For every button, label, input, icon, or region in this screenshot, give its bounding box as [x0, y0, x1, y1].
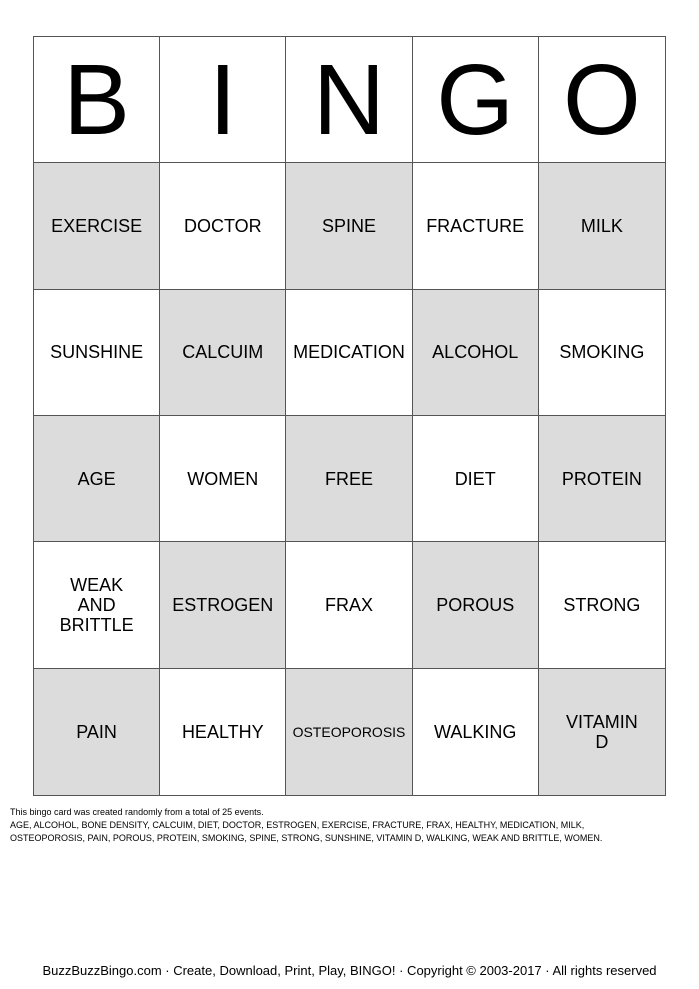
bingo-cell: FRACTURE — [413, 163, 539, 289]
bingo-cell: STRONG — [539, 542, 665, 668]
header-letter-g: G — [413, 37, 539, 163]
note-line: This bingo card was created randomly from a total of 25 events. — [10, 807, 264, 817]
bingo-cell: WOMEN — [160, 416, 286, 542]
bingo-cell: MEDICATION — [286, 290, 412, 416]
header-letter-n: N — [286, 37, 412, 163]
bingo-cell: OSTEOPOROSIS — [286, 669, 412, 795]
bingo-card — [33, 36, 666, 796]
bingo-cell: POROUS — [413, 542, 539, 668]
header-letter-b: B — [34, 37, 160, 163]
note-line: AGE, ALCOHOL, BONE DENSITY, CALCUIM, DIET, DOCTOR, ESTROGEN, EXERCISE, FRACTURE, FRAX, HEALTHY, MEDICATION, MILK, — [10, 820, 585, 830]
bingo-cell: ESTROGEN — [160, 542, 286, 668]
bingo-cell: DOCTOR — [160, 163, 286, 289]
card-info-note — [10, 806, 690, 845]
header-letter-i: I — [160, 37, 286, 163]
bingo-cell: EXERCISE — [34, 163, 160, 289]
bingo-cell: VITAMIN D — [539, 669, 665, 795]
bingo-cell: CALCUIM — [160, 290, 286, 416]
header-letter-o: O — [539, 37, 665, 163]
bingo-cell: WEAK AND BRITTLE — [34, 542, 160, 668]
page-footer: BuzzBuzzBingo.com · Create, Download, Print, Play, BINGO! · Copyright © 2003-2017 · All rights reserved — [42, 963, 657, 978]
bingo-cell: MILK — [539, 163, 665, 289]
bingo-cell: PAIN — [34, 669, 160, 795]
bingo-cell: WALKING — [413, 669, 539, 795]
bingo-cell: PROTEIN — [539, 416, 665, 542]
bingo-cell: HEALTHY — [160, 669, 286, 795]
bingo-cell-free-space: FREE — [286, 416, 412, 542]
bingo-cell: ALCOHOL — [413, 290, 539, 416]
bingo-cell: SMOKING — [539, 290, 665, 416]
note-line: OSTEOPOROSIS, PAIN, POROUS, PROTEIN, SMOKING, SPINE, STRONG, SUNSHINE, VITAMIN D, WALKING, WEAK AND BRITTLE, WOMEN. — [10, 833, 603, 843]
bingo-cell: SUNSHINE — [34, 290, 160, 416]
bingo-cell: DIET — [413, 416, 539, 542]
bingo-cell: AGE — [34, 416, 160, 542]
bingo-cell: SPINE — [286, 163, 412, 289]
bingo-cell: FRAX — [286, 542, 412, 668]
